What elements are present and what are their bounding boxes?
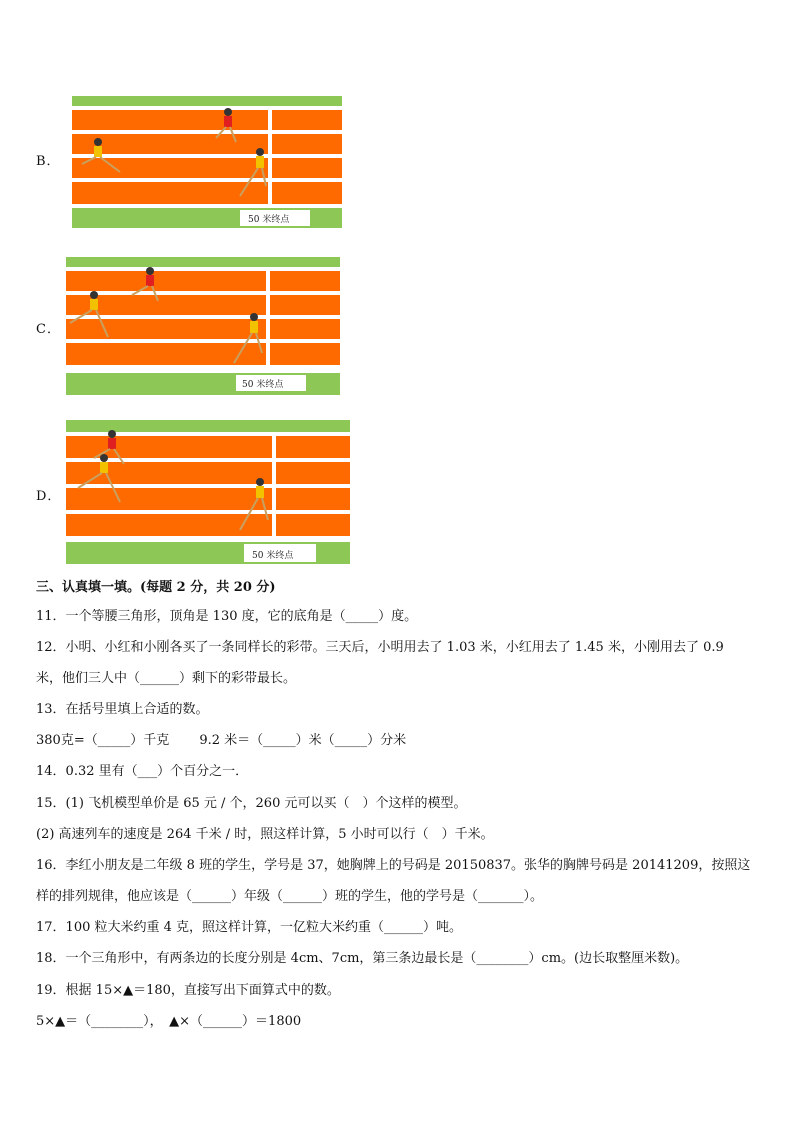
question-12-line2: 米，他们三人中（______）剩下的彩带最长。 [36,671,297,686]
question-19: 19．根据 15×▲＝180，直接写出下面算式中的数。 [36,983,340,998]
section-title: 三、认真填一填。(每题 2 分，共 20 分) [36,580,276,595]
option-label-d: D． [36,489,62,504]
option-label-b: B． [36,154,61,169]
question-13: 13．在括号里填上合适的数。 [36,702,209,717]
finish-label: 50 米终点 [248,215,290,225]
option-image-d [66,420,350,564]
option-label-c: C． [36,322,61,337]
question-13-items: 380克=（_____）千克 9.2 米＝（_____）米（_____）分米 [36,733,407,748]
option-image-c [66,257,340,395]
option-image-b [72,96,342,228]
finish-label: 50 米终点 [252,551,294,561]
question-17: 17．100 粒大米约重 4 克，照这样计算，一亿粒大米约重（______）吨。 [36,920,463,935]
question-19-items: 5×▲＝（________）， ▲×（______）＝1800 [36,1014,302,1029]
finish-label: 50 米终点 [242,380,284,390]
question-18: 18．一个三角形中，有两条边的长度分别是 4cm、7cm，第三条边最长是（________）cm。(边长取整厘米数)。 [36,951,689,966]
question-14: 14．0.32 里有（___）个百分之一． [36,764,249,779]
question-11: 11．一个等腰三角形，顶角是 130 度，它的底角是（_____）度。 [36,609,418,624]
question-15-part2: (2) 高速列车的速度是 264 千米 / 时，照这样计算，5 小时可以行（ ）千米。 [36,827,494,842]
question-15-part1: 15．(1) 飞机模型单价是 65 元 / 个，260 元可以买（ ）个这样的模型。 [36,796,467,811]
question-12-line1: 12．小明、小红和小刚各买了一条同样长的彩带。三天后，小明用去了 1.03 米，小红用去了 1.45 米，小刚用去了 0.9 [36,640,724,655]
question-16-line1: 16．李红小朋友是二年级 8 班的学生，学号是 37，她胸牌上的号码是 20150837。张华的胸牌号码是 20141209，按照这 [36,858,751,873]
question-16-line2: 样的排列规律，他应该是（______）年级（______）班的学生，他的学号是（_______）。 [36,889,544,904]
